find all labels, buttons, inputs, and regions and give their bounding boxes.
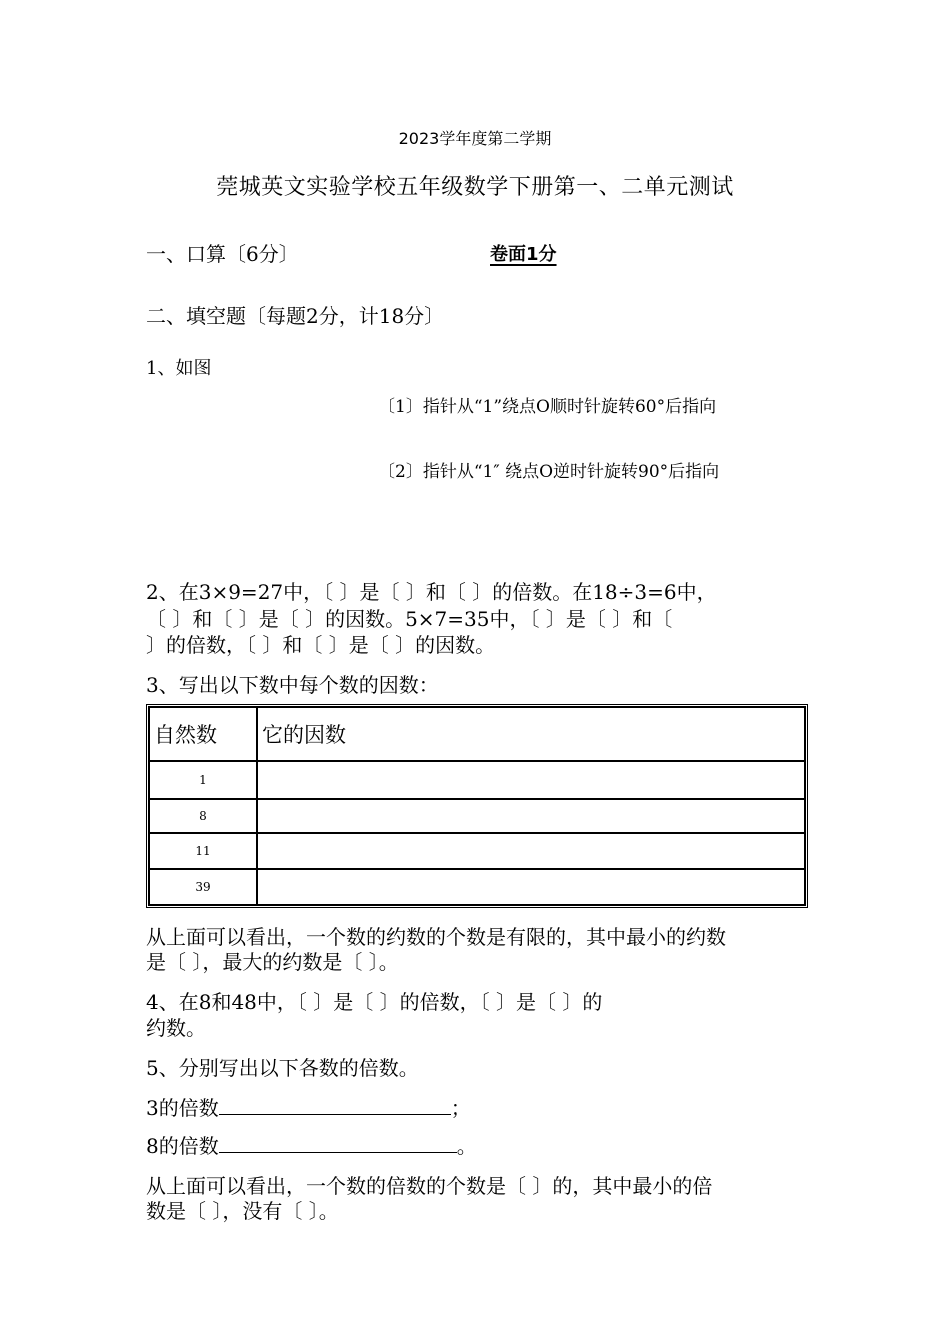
q1-sub2: 〔2〕指针从“1″ 绕点O逆时针旋转90°后指向: [378, 462, 720, 482]
row-number: 39: [149, 869, 257, 905]
q5-line-a: [146, 1092, 471, 1121]
factor-answer-cell[interactable]: [257, 761, 805, 799]
q4-line2: 约数。: [146, 1016, 206, 1040]
factors-table: [146, 704, 808, 908]
row-number: 1: [149, 761, 257, 799]
row-number: 11: [149, 833, 257, 869]
exam-year-term: 2023学年度第二学期: [398, 129, 552, 148]
answer-blank[interactable]: [219, 1096, 451, 1115]
section1-label: 一、口算〔6分〕: [146, 242, 299, 266]
q1-sub1: 〔1〕指针从“1”绕点O顺时针旋转60°后指向: [378, 397, 717, 417]
factor-answer-cell[interactable]: [257, 869, 805, 905]
factor-answer-cell[interactable]: [257, 833, 805, 869]
factor-answer-cell[interactable]: [257, 799, 805, 833]
section2-label: 二、填空题〔每题2分，计18分〕: [146, 304, 445, 328]
q5-line-b-end: 。: [456, 1134, 477, 1158]
table-row: [149, 869, 805, 905]
header-natural-number: 自然数: [149, 707, 257, 761]
answer-blank[interactable]: [219, 1134, 457, 1153]
row-number: 8: [149, 799, 257, 833]
q5-line-a-end: ；: [450, 1096, 471, 1120]
q5-stem: 5、分别写出以下各数的倍数。: [146, 1056, 419, 1080]
q4-line1: 4、在8和48中，〔 〕是〔 〕的倍数，〔 〕是〔 〕的: [146, 990, 603, 1014]
q2-line2: 〔 〕和〔 〕是〔 〕的因数。5×7=35中，〔 〕是〔 〕和〔: [146, 607, 673, 631]
q3-stem: 3、写出以下数中每个数的因数：: [146, 673, 439, 697]
q3-conclusion-line1: 从上面可以看出，一个数的约数的个数是有限的，其中最小的约数: [146, 925, 726, 949]
q5-conclusion-line2: 数是〔 〕，没有〔 〕。: [146, 1199, 339, 1223]
neatness-score: 卷面1分: [490, 244, 557, 265]
exam-title: 莞城英文实验学校五年级数学下册第一、二单元测试: [216, 175, 734, 200]
q3-conclusion-line2: 是〔 〕，最大的约数是〔 〕。: [146, 950, 399, 974]
table-header-row: [149, 707, 805, 761]
table-row: [149, 799, 805, 833]
q5-conclusion-line1: 从上面可以看出，一个数的倍数的个数是〔 〕的，其中最小的倍: [146, 1174, 713, 1198]
header-its-factors: 它的因数: [257, 707, 805, 761]
q5-line-b: [146, 1130, 477, 1159]
q5-line-b-label: 8的倍数: [146, 1134, 219, 1158]
table-row: [149, 833, 805, 869]
q2-line3: 〕的倍数，〔 〕和〔 〕是〔 〕的因数。: [146, 633, 496, 657]
q1-stem: 1、如图: [146, 358, 212, 379]
q2-line1: 2、在3×9=27中，〔 〕是〔 〕和〔 〕的倍数。在18÷3=6中，: [146, 580, 717, 604]
q5-line-a-label: 3的倍数: [146, 1096, 219, 1120]
table-row: [149, 761, 805, 799]
